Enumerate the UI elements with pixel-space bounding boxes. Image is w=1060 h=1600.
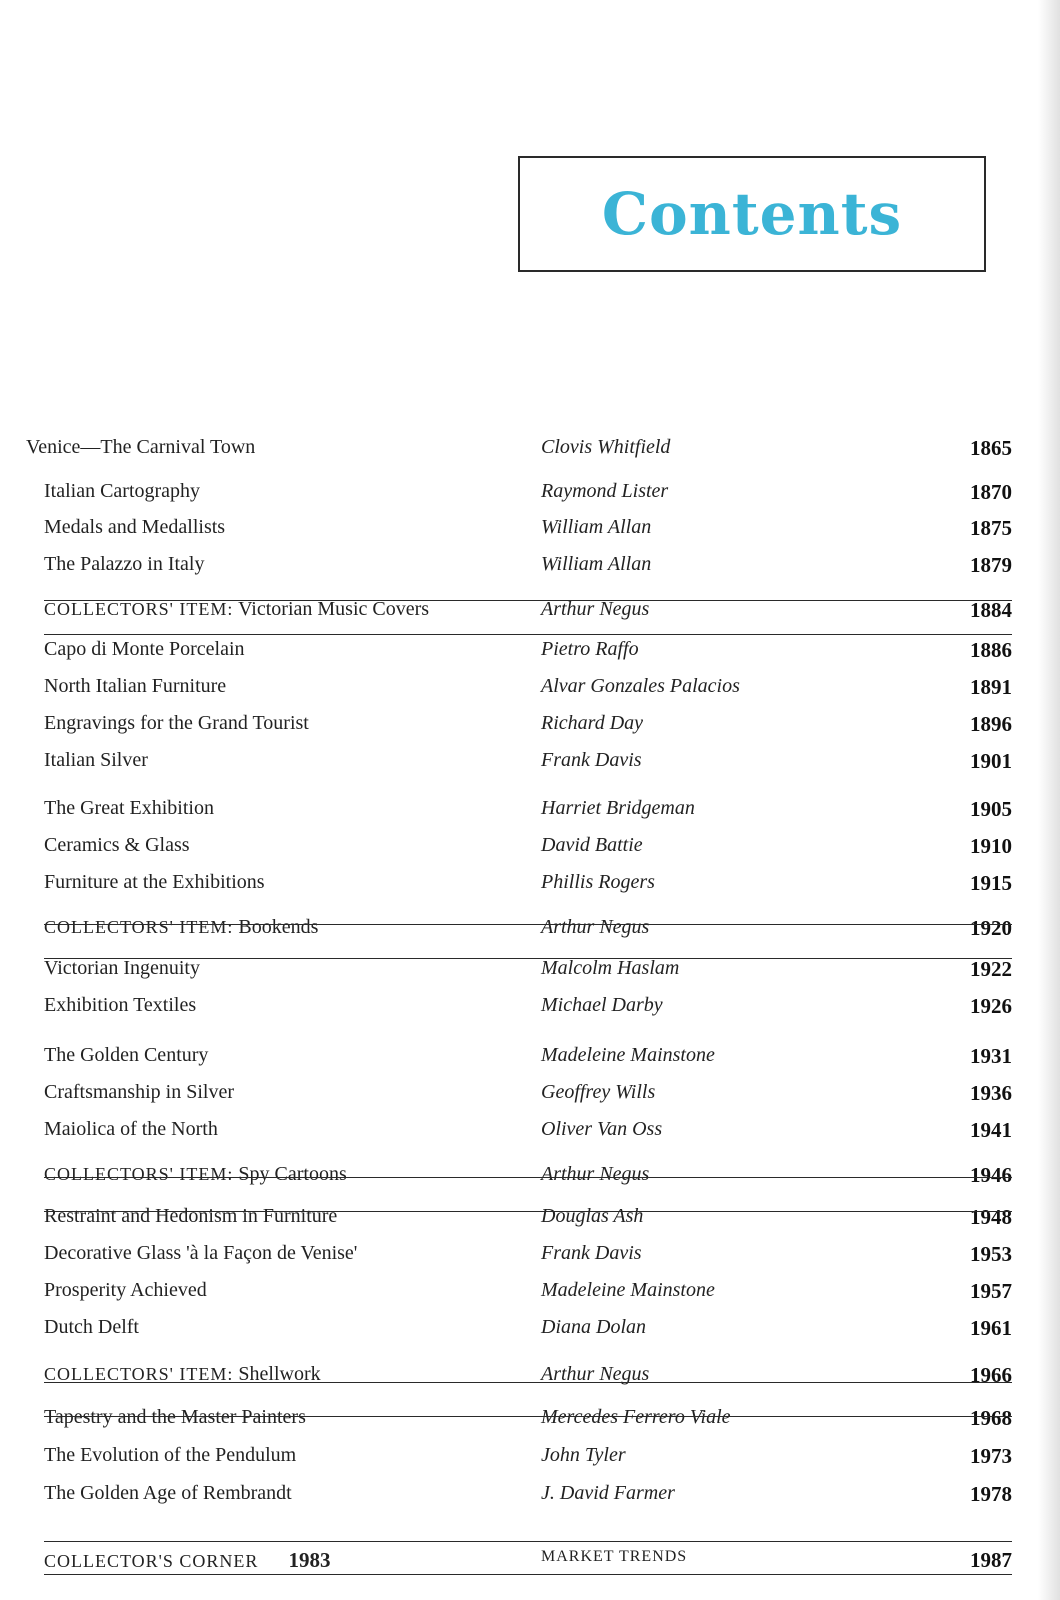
toc-entry-author: Madeleine Mainstone (541, 1044, 715, 1066)
toc-entry-title (44, 1081, 234, 1104)
toc-entry (0, 749, 1060, 781)
toc-entry (0, 1081, 1060, 1113)
toc-entry (0, 480, 1060, 512)
toc-entry-title-text: Medals and Medallists (44, 516, 226, 538)
toc-entry (0, 553, 1060, 585)
toc-entry-title-text: North Italian Furniture (44, 675, 227, 697)
toc-entry-title-text: Exhibition Textiles (44, 994, 197, 1016)
toc-entry-author: Geoffrey Wills (541, 1081, 656, 1103)
toc-entry-author: Arthur Negus (541, 1163, 650, 1185)
collectors-corner-page: 1983 (288, 1548, 331, 1572)
toc-entry (0, 1205, 1060, 1237)
section-divider (44, 600, 1012, 601)
toc-entry-title (44, 480, 200, 503)
toc-entry (0, 1118, 1060, 1150)
toc-entry-author: Harriet Bridgeman (541, 797, 695, 819)
toc-entry (0, 797, 1060, 829)
toc-entry-title-text: Italian Silver (44, 749, 148, 771)
toc-entry-title-text: Victorian Music Covers (238, 598, 430, 620)
toc-entry-title (44, 1242, 357, 1265)
collectors-item-prefix: COLLECTORS' ITEM: (44, 917, 234, 937)
toc-entry-title (44, 516, 225, 539)
toc-entry-page: 1901 (970, 749, 1012, 773)
toc-entry-page: 1910 (970, 834, 1012, 858)
toc-entry-title (44, 871, 265, 894)
toc-entry-title-text: Decorative Glass 'à la Façon de Venise' (44, 1242, 358, 1264)
toc-entry (0, 675, 1060, 707)
toc-entry (0, 994, 1060, 1026)
toc-entry-page: 1961 (970, 1316, 1012, 1340)
toc-entry-title (44, 638, 245, 661)
toc-entry-page: 1875 (970, 516, 1012, 540)
toc-entry-title-text: Victorian Ingenuity (44, 957, 200, 979)
toc-entry-author: J. David Farmer (541, 1482, 675, 1504)
toc-entry-page: 1931 (970, 1044, 1012, 1068)
toc-entry-title-text: Restraint and Hedonism in Furniture (44, 1205, 338, 1227)
toc-entry-author: Michael Darby (541, 994, 663, 1016)
toc-entry-title-text: Maiolica of the North (44, 1118, 218, 1140)
toc-entry (0, 957, 1060, 989)
toc-entry (0, 516, 1060, 548)
toc-entry-author: Frank Davis (541, 749, 642, 771)
toc-entry-title-text: Capo di Monte Porcelain (44, 638, 245, 660)
toc-entry-author: Arthur Negus (541, 1363, 650, 1385)
contents-title-box (518, 156, 986, 272)
toc-entry-title-text: The Golden Century (44, 1044, 209, 1066)
toc-entry (0, 1444, 1060, 1476)
toc-entry-title (44, 1118, 218, 1141)
toc-entry-author: Richard Day (541, 712, 644, 734)
toc-entry (0, 712, 1060, 744)
section-divider (44, 634, 1012, 635)
toc-entry-author: John Tyler (541, 1444, 626, 1466)
collectors-item-prefix: COLLECTORS' ITEM: (44, 1364, 234, 1384)
toc-entry-author: Arthur Negus (541, 598, 650, 620)
toc-entry-title (44, 553, 205, 576)
collectors-item-prefix: COLLECTORS' ITEM: (44, 1164, 234, 1184)
toc-entry-page: 1948 (970, 1205, 1012, 1229)
toc-entry-page: 1870 (970, 480, 1012, 504)
toc-entry-title-text: Prosperity Achieved (44, 1279, 207, 1301)
toc-entry-title (44, 797, 214, 820)
toc-entry (0, 436, 1060, 468)
toc-entry-title (44, 1444, 296, 1467)
toc-entry-title-text: Tapestry and the Master Painters (44, 1406, 306, 1428)
toc-entry-title (44, 834, 190, 857)
toc-entry-title-text: Italian Cartography (44, 480, 201, 502)
toc-entry (0, 1482, 1060, 1514)
toc-entry-title (44, 1279, 207, 1302)
toc-entry-page: 1966 (970, 1363, 1012, 1387)
toc-entry-title (44, 1316, 139, 1339)
toc-entry-page: 1953 (970, 1242, 1012, 1266)
toc-entry (0, 871, 1060, 903)
toc-entry-page: 1968 (970, 1406, 1012, 1430)
toc-entry-title (44, 598, 429, 621)
section-divider (44, 1177, 1012, 1178)
contents-title: Contents (601, 180, 903, 248)
toc-entry-page: 1957 (970, 1279, 1012, 1303)
toc-entry-title (44, 916, 318, 939)
toc-entry-author: Mercedes Ferrero Viale (541, 1406, 731, 1428)
toc-entry-author: David Battie (541, 834, 643, 856)
toc-entry-title (44, 1482, 292, 1505)
toc-entry-author: Phillis Rogers (541, 871, 655, 893)
toc-entry (0, 834, 1060, 866)
toc-entry-page: 1879 (970, 553, 1012, 577)
toc-entry-title-text: The Palazzo in Italy (44, 553, 205, 575)
toc-entry-title-text: Engravings for the Grand Tourist (44, 712, 309, 734)
section-divider (44, 1541, 1012, 1542)
toc-entry-author: William Allan (541, 553, 652, 575)
toc-entry-title-text: Furniture at the Exhibitions (44, 871, 265, 893)
toc-entry-title-text: Bookends (238, 916, 319, 938)
toc-entry (0, 1163, 1060, 1195)
toc-entry-page: 1973 (970, 1444, 1012, 1468)
toc-entry-page: 1926 (970, 994, 1012, 1018)
toc-entry-title-text: Shellwork (238, 1363, 321, 1385)
market-trends-label: MARKET TRENDS (541, 1548, 688, 1565)
toc-entry-author: Douglas Ash (541, 1205, 644, 1227)
toc-entry-title (44, 675, 226, 698)
toc-entry-page: 1946 (970, 1163, 1012, 1187)
toc-entry (0, 1406, 1060, 1438)
toc-entry-page: 1884 (970, 598, 1012, 622)
collectors-corner (44, 1548, 330, 1573)
toc-entry-title (44, 1205, 337, 1228)
toc-entry-title (44, 712, 309, 735)
toc-entry-page: 1978 (970, 1482, 1012, 1506)
collectors-item-prefix: COLLECTORS' ITEM: (44, 599, 234, 619)
toc-entry-title-text: Craftsmanship in Silver (44, 1081, 234, 1103)
toc-entry-title (44, 994, 196, 1017)
section-divider (44, 1211, 1012, 1212)
toc-entry-author: Raymond Lister (541, 480, 669, 502)
toc-entry-title-text: The Golden Age of Rembrandt (44, 1482, 292, 1504)
toc-entry (0, 1363, 1060, 1395)
toc-entry-author: Oliver Van Oss (541, 1118, 663, 1140)
toc-entry (0, 598, 1060, 630)
section-divider (44, 958, 1012, 959)
toc-entry-title-text: The Great Exhibition (44, 797, 214, 819)
footer-row (0, 1548, 1060, 1580)
toc-entry-author: Arthur Negus (541, 916, 650, 938)
toc-entry-title-text: Spy Cartoons (238, 1163, 347, 1185)
toc-entry-author: Clovis Whitfield (541, 436, 671, 458)
toc-entry-title (44, 749, 148, 772)
toc-entry-author: Pietro Raffo (541, 638, 639, 660)
toc-entry-author: Frank Davis (541, 1242, 642, 1264)
toc-entry-title (44, 1163, 347, 1186)
market-trends-page: 1987 (970, 1548, 1012, 1572)
toc-entry-page: 1865 (970, 436, 1012, 460)
toc-entry-title-text: Venice—The Carnival Town (26, 436, 256, 458)
toc-entry-author: Malcolm Haslam (541, 957, 680, 979)
toc-entry (0, 916, 1060, 948)
toc-entry-title (44, 1044, 208, 1067)
toc-entry-page: 1891 (970, 675, 1012, 699)
toc-entry-page: 1936 (970, 1081, 1012, 1105)
toc-entry-title (44, 1406, 306, 1429)
toc-entry-page: 1886 (970, 638, 1012, 662)
toc-entry-title-text: Ceramics & Glass (44, 834, 190, 856)
toc-entry (0, 1316, 1060, 1348)
toc-entry-title-text: Dutch Delft (44, 1316, 139, 1338)
toc-entry (0, 1242, 1060, 1274)
toc-entry-page: 1922 (970, 957, 1012, 981)
toc-entry-page: 1920 (970, 916, 1012, 940)
toc-entry-page: 1941 (970, 1118, 1012, 1142)
toc-entry-title (26, 436, 255, 459)
toc-entry-author: Alvar Gonzales Palacios (541, 675, 740, 697)
collectors-corner-label: COLLECTOR'S CORNER (44, 1551, 259, 1571)
section-divider (44, 1382, 1012, 1383)
toc-entry-author: William Allan (541, 516, 652, 538)
section-divider (44, 924, 1012, 925)
toc-entry-page: 1905 (970, 797, 1012, 821)
toc-entry-page: 1915 (970, 871, 1012, 895)
toc-entry-page: 1896 (970, 712, 1012, 736)
toc-entry (0, 638, 1060, 670)
toc-entry-author: Madeleine Mainstone (541, 1279, 715, 1301)
toc-entry-author: Diana Dolan (541, 1316, 646, 1338)
toc-entry-title (44, 957, 200, 980)
toc-entry (0, 1279, 1060, 1311)
toc-entry (0, 1044, 1060, 1076)
section-divider (44, 1416, 1012, 1417)
toc-entry-title-text: The Evolution of the Pendulum (44, 1444, 297, 1466)
